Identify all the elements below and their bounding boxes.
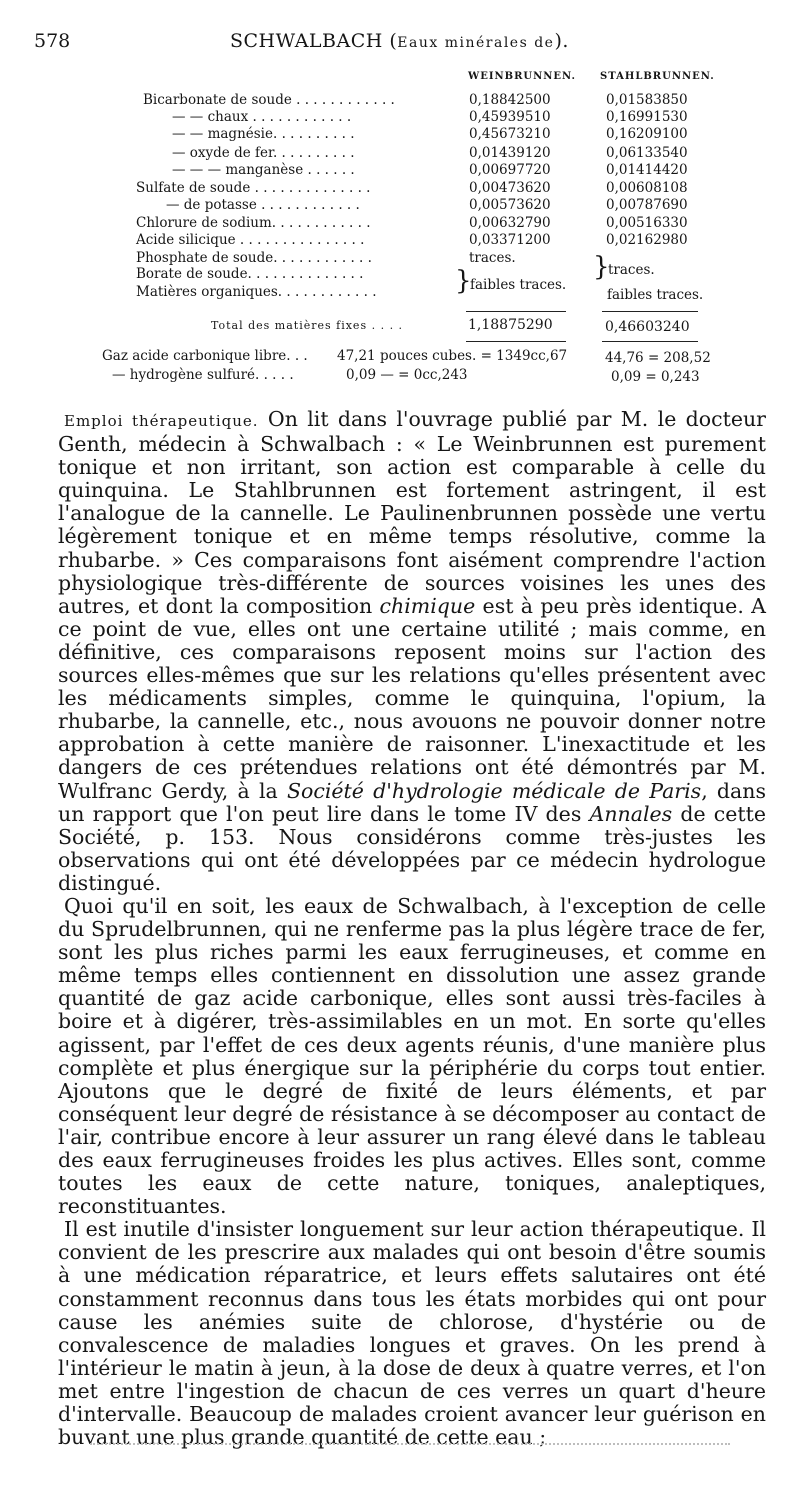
text-run: On lit dans l'ouvrage publié par M. le docteur Genth, médecin à Schwalbach : « Le Weinbrunnen est purement tonique et non irritant, son action est comparable à celle du quinquina. Le Stahlbrunnen est fortement astringent, il est l'analogue de la cannelle. Le Paulinenbrunnen possède une vertu légèrement tonique et en même temps résolutive, comme la rhubarbe. » Ces comparaisons font aisément comprendre l'action physiologique très-différente de sources voisines les unes des autres, et dont la composition xyxy=(58,407,766,618)
brace-left-column: } xyxy=(455,266,472,296)
table-row xyxy=(0,109,800,126)
row-value-weinbrunnen: 0,00473620 xyxy=(469,180,551,196)
row-value-weinbrunnen: 0,01439120 xyxy=(469,145,551,161)
faibles-traces-weinbrunnen: faibles traces. xyxy=(470,277,567,293)
table-row xyxy=(0,232,800,249)
text-run: de cette Société, p. 153. Nous considérons comme très-justes les observations qui ont été développées par ce médecin hydrologue distingué. xyxy=(58,801,766,895)
row-value-weinbrunnen: 0,45673210 xyxy=(469,126,551,142)
row-value-stahlbrunnen: 0,02162980 xyxy=(606,232,688,248)
table-row xyxy=(0,162,800,179)
row-value-stahlbrunnen: 0,06133540 xyxy=(606,145,688,161)
italic-text: chimique xyxy=(379,593,476,618)
table-row xyxy=(0,92,800,109)
row-value-stahlbrunnen: 0,00787690 xyxy=(606,197,688,213)
column-header-stahlbrunnen: STAHLBRUNNEN. xyxy=(600,71,715,82)
row-value-weinbrunnen: 0,03371200 xyxy=(469,232,551,248)
row-label: — oxyde de fer. . . . . . . . . . xyxy=(172,145,355,161)
page-number: 578 xyxy=(34,30,71,52)
sum-rule-stahlbrunnen xyxy=(602,311,698,312)
text-run: , dans un rapport que l'on peut lire dans le tome IV des xyxy=(58,778,766,826)
table-row xyxy=(0,250,800,267)
sum-rule-total-stahlbrunnen xyxy=(602,341,698,342)
total-label: Total des matières fixes . . . . xyxy=(211,319,404,332)
gas-value: 47,21 pouces cubes. = 1349cc,67 xyxy=(337,348,568,364)
gas-label: Gaz acide carbonique libre. . . xyxy=(102,348,308,364)
row-value-stahlbrunnen: 0,16991530 xyxy=(606,109,688,125)
gas-label: — hydrogène sulfuré. . . . . xyxy=(112,367,294,383)
row-value-stahlbrunnen: 0,01583850 xyxy=(606,92,688,108)
table-row xyxy=(0,126,800,143)
row-value-stahlbrunnen: 0,00608108 xyxy=(606,180,688,196)
traces-stahlbrunnen: traces. xyxy=(608,262,655,278)
italic-text: Annales xyxy=(589,801,673,826)
running-title-end: ). xyxy=(554,30,569,52)
row-value-stahlbrunnen: 0,16209100 xyxy=(606,126,688,142)
gas-value-right: 0,09 = 0,243 xyxy=(611,369,700,385)
running-title-sub: Eaux minérales de xyxy=(397,35,555,51)
text-run: est à peu près identique. A ce point de vue, elles ont une certaine utilité ; mais comme, en définitive, ces comparaisons reposent moins sur l'action des sources elles-mêmes que sur les relations qu'elles présentent avec les médicaments simples, comme le quinquina, l'opium, la rhubarbe, la cannelle, etc., nous avouons ne pouvoir donner notre approbation à cette manière de raisonner. L'inexactitude et les dangers de ces prétendues relations ont été démontrés par M. Wulfranc Gerdy, à la xyxy=(58,593,766,803)
total-stahlbrunnen: 0,46603240 xyxy=(605,319,690,335)
gas-value: 0,09 — = 0cc,243 xyxy=(346,367,468,383)
row-label: — — magnésie. . . . . . . . . . xyxy=(172,126,355,142)
paragraph: Il est inutile d'insister longuement sur leur action thérapeutique. Il convient de les prescrire aux malades qui ont besoin d'être soumis à une médication réparatrice, et leurs effets salutaires ont été constamment reconnus dans tous les états morbides qui ont pour cause les anémies suite de chlorose, d'hystérie ou de convalescence de maladies longues et graves. On les prend à l'intérieur le matin à jeun, à la dose de deux à quatre verres, et l'on met entre l'ingestion de chacun de ces verres un quart d'heure d'intervalle. Beaucoup de malades croient avancer leur guérison en buvant une plus grande quantité de cette eau ; xyxy=(58,1217,766,1450)
italic-text: Société d'hydrologie médicale de Paris xyxy=(286,778,702,803)
row-value-weinbrunnen: traces. xyxy=(469,250,516,266)
bleed-through-line xyxy=(90,1443,730,1445)
table-row xyxy=(0,197,800,214)
running-title-main: SCHWALBACH ( xyxy=(230,30,398,52)
column-header-weinbrunnen: WEINBRUNNEN. xyxy=(468,71,577,82)
row-label: Chlorure de sodium. . . . . . . . . . . . xyxy=(136,215,371,231)
row-label: Borate de soude. . . . . . . . . . . . . . xyxy=(136,266,364,282)
section-lead: Emploi thérapeutique. xyxy=(64,412,259,430)
row-value-weinbrunnen: 0,45939510 xyxy=(469,109,551,125)
running-title xyxy=(230,30,569,52)
row-value-weinbrunnen: 0,18842500 xyxy=(469,92,551,108)
row-label: Phosphate de soude. . . . . . . . . . . . xyxy=(136,250,372,266)
row-label: Bicarbonate de soude . . . . . . . . . . . . xyxy=(143,92,395,108)
paragraph xyxy=(58,408,766,895)
paragraph: Quoi qu'il en soit, les eaux de Schwalbach, à l'exception de celle du Sprudelbrunnen, qui ne renferme pas la plus légère trace de fer, sont les plus riches parmi les eaux ferrugineuses, et comme en même temps elles contiennent en dissolution une assez grande quantité de gaz acide carbonique, elles sont aussi très-faciles à boire et à digérer, très-assimilables en un mot. En sorte qu'elles agissent, par l'effet de ces deux agents réunis, d'une manière plus complète et plus énergique sur la périphérie du corps tout entier. Ajoutons que le degré de fixité de leurs éléments, et par conséquent leur degré de résistance à se décomposer au contact de l'air, contribue encore à leur assurer un rang élevé dans le tableau des eaux ferrugineuses froides les plus actives. Elles sont, comme toutes les eaux de cette nature, toniques, analeptiques, reconstituantes. xyxy=(58,893,766,1219)
sum-rule-total-weinbrunnen xyxy=(466,341,566,342)
body-text xyxy=(58,408,766,1449)
gas-value-right: 44,76 = 208,52 xyxy=(605,350,711,366)
brace-right-column: } xyxy=(593,252,610,282)
row-label: — — chaux . . . . . . . . . . . . xyxy=(172,109,352,125)
row-value-stahlbrunnen: 0,01414420 xyxy=(606,162,688,178)
faibles-traces-stahlbrunnen: faibles traces. xyxy=(607,287,704,303)
table-row xyxy=(0,215,800,232)
table-row xyxy=(0,266,800,283)
sum-rule-weinbrunnen xyxy=(466,311,566,312)
row-value-weinbrunnen: 0,00573620 xyxy=(469,197,551,213)
row-label: Acide silicique . . . . . . . . . . . . . . . xyxy=(136,232,365,248)
table-row xyxy=(0,145,800,162)
table-row xyxy=(0,180,800,197)
row-label: Matières organiques. . . . . . . . . . . . xyxy=(136,284,377,300)
row-value-weinbrunnen: 0,00632790 xyxy=(469,215,551,231)
row-value-weinbrunnen: 0,00697720 xyxy=(469,162,551,178)
row-label: — — — manganèse . . . . . . xyxy=(172,162,355,178)
row-value-stahlbrunnen: 0,00516330 xyxy=(606,215,688,231)
row-label: Sulfate de soude . . . . . . . . . . . . . . xyxy=(136,180,371,196)
row-label: — de potasse . . . . . . . . . . . . xyxy=(166,197,360,213)
total-weinbrunnen: 1,18875290 xyxy=(468,317,553,333)
